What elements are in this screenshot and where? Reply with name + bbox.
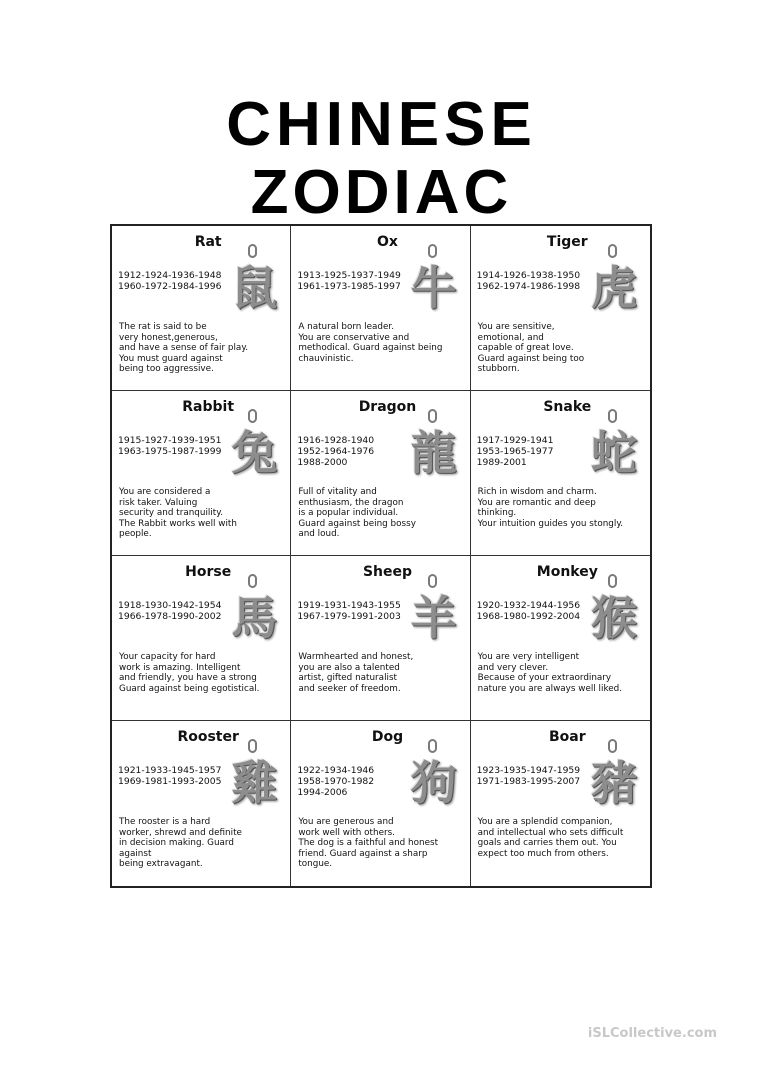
sign-years: 1921-1933-1945-1957 1969-1981-1993-2005 [118,765,222,787]
zodiac-cell-rabbit [112,391,291,556]
sign-name: Dragon [358,399,417,415]
sign-description: Full of vitality and enthusiasm, the dragon is a popular individual. Guard against being bossy and loud. [298,487,416,540]
charm-glyph: 兔 [231,426,278,480]
sign-years: 1912-1924-1936-1948 1960-1972-1984-1996 [118,270,222,292]
charm-glyph: 羊 [410,591,457,645]
sign-years: 1919-1931-1943-1955 1967-1979-1991-2003 [297,600,401,622]
zodiac-cell-ox [291,226,470,391]
sign-name: Rabbit [182,399,235,415]
charm-glyph: 猴 [590,591,637,645]
zodiac-cell-rat [112,226,291,391]
dog-charm-icon [406,739,462,849]
sign-description: Rich in wisdom and charm. You are romantic and deep thinking. Your intuition guides you stongly. [477,487,624,529]
zodiac-cell-dog [291,721,470,886]
sign-years: 1922-1934-1946 1958-1970-1982 1994-2006 [297,765,375,798]
sign-name: Snake [543,399,592,415]
zodiac-cell-dragon [291,391,470,556]
zodiac-cell-snake [471,391,650,556]
charm-glyph: 雞 [231,756,278,810]
sign-description: The rooster is a hard worker, shrewd and definite in decision making. Guard against being extravagant. [119,817,242,870]
sign-years: 1920-1932-1944-1956 1968-1980-1992-2004 [476,600,581,622]
sign-years: 1923-1935-1947-1959 1971-1983-1995-2007 [476,765,581,787]
charm-glyph: 鼠 [231,261,278,315]
sign-years: 1918-1930-1942-1954 1966-1978-1990-2002 [118,600,222,622]
charm-glyph: 龍 [410,426,457,480]
sign-description: You are a splendid companion, and intellectual who sets difficult goals and carries them out. You expect too much from others. [477,817,624,859]
charm-glyph: 豬 [590,756,637,810]
zodiac-cell-monkey [471,556,650,721]
sign-description: You are sensitive, emotional, and capable of great love. Guard against being too stubborn. [477,322,585,375]
charm-glyph: 虎 [590,261,637,315]
sign-description: The rat is said to be very honest,generous, and have a sense of fair play. You must guard against being too aggressive. [119,322,249,375]
sign-years: 1916-1928-1940 1952-1964-1976 1988-2000 [297,435,375,468]
zodiac-cell-rooster [112,721,291,886]
tiger-charm-icon [586,244,642,354]
charm-glyph: 狗 [410,756,457,810]
rooster-charm-icon [226,739,282,849]
sign-name: Dog [371,729,404,745]
sign-description: You are considered a risk taker. Valuing security and tranquility. The Rabbit works well with people. [119,487,237,540]
sign-name: Rat [194,234,222,250]
horse-charm-icon [226,574,282,684]
title-line-1: CHINESE [226,90,537,159]
sign-description: Your capacity for hard work is amazing. Intelligent and friendly, you have a strong Guard against being egotistical. [119,652,260,694]
ox-charm-icon [406,244,462,354]
sign-name: Rooster [177,729,239,745]
sign-name: Boar [549,729,586,745]
sign-years: 1915-1927-1939-1951 1963-1975-1987-1999 [118,435,222,457]
zodiac-grid [110,224,652,888]
zodiac-cell-boar [471,721,650,886]
sign-name: Ox [377,234,398,250]
sign-description: Warmhearted and honest, you are also a talented artist, gifted naturalist and seeker of freedom. [298,652,414,694]
charm-glyph: 馬 [231,591,278,645]
sign-years: 1913-1925-1937-1949 1961-1973-1985-1997 [297,270,401,292]
sign-years: 1917-1929-1941 1953-1965-1977 1989-2001 [476,435,554,468]
monkey-charm-icon [586,574,642,684]
title-line-2: ZODIAC [250,158,513,227]
watermark: iSLCollective.com [587,1026,717,1041]
charm-glyph: 蛇 [590,426,637,480]
boar-charm-icon [586,739,642,849]
sign-description: You are generous and work well with others. The dog is a faithful and honest friend. Guard against a sharp tongue. [298,817,439,870]
zodiac-cell-tiger [471,226,650,391]
rabbit-charm-icon [226,409,282,519]
sign-description: You are very intelligent and very clever. Because of your extraordinary nature you are always well liked. [477,652,623,694]
sign-name: Tiger [546,234,588,250]
dragon-charm-icon [406,409,462,519]
sign-name: Monkey [536,564,598,580]
sign-name: Sheep [362,564,413,580]
charm-glyph: 牛 [410,261,457,315]
sign-name: Horse [185,564,232,580]
rat-charm-icon [226,244,282,354]
sign-years: 1914-1926-1938-1950 1962-1974-1986-1998 [476,270,581,292]
zodiac-cell-horse [112,556,291,721]
sign-description: A natural born leader. You are conservative and methodical. Guard against being chauvinistic. [298,322,443,364]
sheep-charm-icon [406,574,462,684]
snake-charm-icon [586,409,642,519]
zodiac-cell-sheep [291,556,470,721]
